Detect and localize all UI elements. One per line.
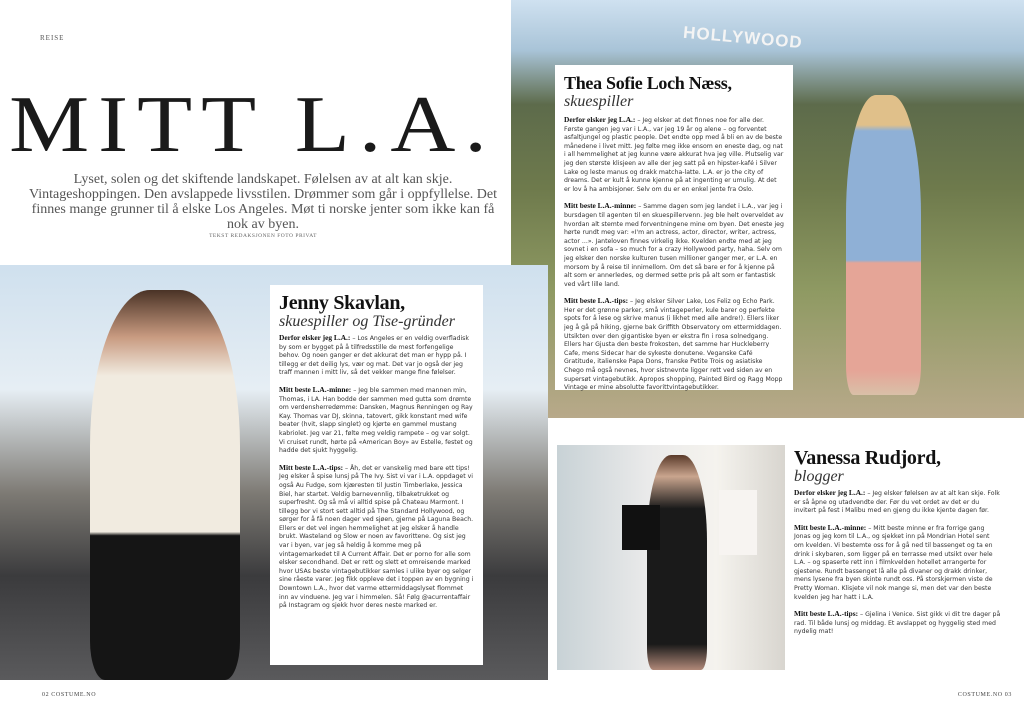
answer: – Gjelina i Venice. Sist gikk vi dit tre dager på rad. Til både lunsj og middag. Et avslappet og hyggelig sted med nydelig mat! xyxy=(794,611,1001,636)
profile-jenny xyxy=(270,285,483,665)
question: Mitt beste L.A.-tips: xyxy=(279,462,344,472)
answer: – Åh, det er vanskelig med bare ett tips! Jeg elsker å spise lunsj på The Ivy. Sist vi var i L.A. oppdaget vi også Au Fudge, som kjæresten til Justin Timberlake, Jessica Biel, har startet. Veldig barnevennlig, tilbaketrukket og superfresht. Og så må vi alltid spise på Chateau Marmont. I tillegg bor vi stort sett alltid på The Standard Hollywood, og sørger for å få noen dager ved sjøen, gjerne på Laguna Beach. Ellers er det vel ingen hemmelighet at jeg elsker å handle brukt. Wasteland og Slow er noen av favorittene. Og sist jeg var i byen, var jeg så heldig å komme meg på vintagemarkedet til A Current Affair. Det er porno for alle som elsker secondhand. Det er rett og slett et omreisende marked hvor USAs beste vintagebutikker samles i ulike byer og selger sine råeste varer. Jeg fikk oppleve det i toppen av en bygning i Downtown L.A., hvor det varme ettermiddagslyset flommet inn av vinduene. Jeg var i himmelen. Så! Følg @acurrentaffair på Instagram og sjekk hvor deres neste marked er. xyxy=(279,464,474,610)
profile-role: skuespiller xyxy=(564,93,634,110)
profile-name: Jenny Skavlan, xyxy=(279,292,405,314)
answer: – Jeg elsker følelsen av at alt kan skje. Folk er så åpne og utadvendte der. Før du vet ordet av det er du invitert på fest i Malibu med en gjeng du ikke kjente dagen før. xyxy=(794,490,1000,515)
person-jenny xyxy=(90,290,240,680)
section-label: REISE xyxy=(40,34,65,42)
question: Derfor elsker jeg L.A.: xyxy=(794,488,866,497)
footer-left: 02 COSTUME.NO xyxy=(42,692,97,698)
question: Mitt beste L.A.-minne: xyxy=(794,522,867,532)
profile-vanessa xyxy=(785,440,1010,685)
person-thea xyxy=(846,95,921,395)
question: Mitt beste L.A.-minne: xyxy=(564,201,637,211)
answer: – Los Angeles er en veldig overfladisk by som er bygget på å tilfredsstille de mest forfengelige behov. Og noen ganger er det akkurat det man er hypp på. I tillegg er det deilig lys, vær og mat. Det var jo også der jeg traff mannen i mitt liv, så det vekker mange fine følelser. xyxy=(279,335,469,377)
question: Mitt beste L.A.-tips: xyxy=(564,296,629,306)
person-vanessa xyxy=(647,455,707,670)
question: Derfor elsker jeg L.A.: xyxy=(564,115,636,124)
profile-role: blogger xyxy=(794,468,844,485)
answer: – Mitt beste minne er fra forrige gang Jonas og jeg kom til L.A., og sjekket inn på Mondrian Hotel sent om kvelden. Vi bestemte oss for å gå ned til bassenget og ta en drink i skybaren, som ligger på en terrasse med utsikt over hele L.A. – og spaserte rett inn i filmkvelden hotellet arrangerte for gjestene. Rundt bassenget lå alle på divaner og drakk drinker, mens lysene fra byen skinte rundt oss. På storskjermen viste de Pretty Woman. Klisjete vil nok mange si, men det var den beste kvelden jeg har hatt i L.A. xyxy=(794,524,993,601)
credit-line: TEKST REDAKSJONEN FOTO PRIVAT xyxy=(209,233,317,239)
shopping-bag xyxy=(719,490,757,555)
profile-role: skuespiller og Tise-gründer xyxy=(279,313,455,330)
footer-right: COSTUME.NO 03 xyxy=(957,692,1012,698)
shopping-bag xyxy=(622,505,660,550)
hollywood-sign: HOLLYWOOD xyxy=(682,22,804,53)
page-title: MITT L.A. xyxy=(9,80,496,170)
photo-vanessa xyxy=(557,445,785,670)
answer: – Jeg elsker at det finnes noe for alle der. Første gangen jeg var i L.A., var jeg 19 år og alene – og forventet asfaltjungel og plastic people. Det endte opp med å bli en av de beste månedene i livet mitt. Jeg følte meg ikke ensom en eneste dag, og nat i all hemmelighet at jeg kunne være akkurat hva jeg ville. Plutselig var jeg den største klisjeen av alle der jeg satt på en hipster-kafé i Silver Lake og leste manus og drakk matcha-latte. L.A. er jo the city of dreams. Det er kult å kunne kjenne på at ingenting er umulig. At det er lov å ha ambisjoner. Selv om du er en enkel jente fra Oslo. xyxy=(564,117,784,193)
profile-name: Vanessa Rudjord, xyxy=(794,447,941,469)
lead-paragraph: Lyset, solen og det skiftende landskapet. Følelsen av at alt kan skje. Vintageshoppingen. Den avslappede livsstilen. Drømmer som går i oppfyllelse. Det finnes mange grunner til å elske Los Angeles. Møt ti norske jenter som ikke kan få nok av byen. xyxy=(28,172,498,232)
answer: – Jeg ble sammen med mannen min, Thomas, i LA. Han bodde der sammen med gutta som drømte om verdensherredømme: Dansken, Magnus Renningen og Ray Kay. Thomas var DJ, skinna, tatovert, gikk konstant med wife beater (hvit, slapp singlet) og kjørte en gammel mustang kabriolet. Jeg var 21, følte meg veldig rampete – og var solgt. Vi cruiset rundt, hørte på «American Boy» av Estelle, festet og hadde det sjukt hyggelig. xyxy=(279,386,473,455)
answer: – Samme dagen som jeg landet i L.A., var jeg i bursdagen til agenten til en skuespillervenn. Jeg ble helt overveldet av hvordan alt stemte med forventningene mine om byen. Det eneste jeg hørte rundt meg var: «I'm an actress, actor, director, writer, actress, actor ...». Janteloven finnes virkelig ikke. Kvelden endte med at jeg sovnet i en sofa – so much for a crazy Hollywood party, haha. Selv om jeg elsker den norske kulturen tusen millioner ganger mer, er L.A. en morsom by å reise til innimellom. Om det så bare er for å kjenne på alt som er annerledes, og dermed sette pris på alt som er fantastisk ved vårt lille land. xyxy=(564,203,784,288)
question: Mitt beste L.A.-tips: xyxy=(794,609,859,619)
question: Derfor elsker jeg L.A.: xyxy=(279,333,351,342)
answer: – Jeg elsker Silver Lake, Los Feliz og Echo Park. Her er det grønne parker, små vintageperler, kule barer og perfekte spots for å lese og skrive manus (i likhet med alle andre!). Ellers liker jeg å gå på hiking, gjerne bak Griffith Observatory om ettermiddagen. Utsikten over den gigantiske byen er ekstra fin i rosa solnedgang. Ellers har Gjusta den beste frokosten, det samme har Huckleberry Cafe, mens Sidecar har de sykeste donutene. Veganske Café Gratitude, italienske Papa Dons, franske Petite Trois og asiatiske Chego må også nevnes, hvor sistnevnte ligger rett ved siden av en supersøt vintagebutikk. Apropos shopping, Painted Bird og Ragg Mopp Vintage er mine absolutte favorittvintagebutikker. xyxy=(564,298,783,392)
question: Mitt beste L.A.-minne: xyxy=(279,384,352,394)
profile-name: Thea Sofie Loch Næss, xyxy=(564,73,732,93)
profile-thea xyxy=(555,65,793,390)
